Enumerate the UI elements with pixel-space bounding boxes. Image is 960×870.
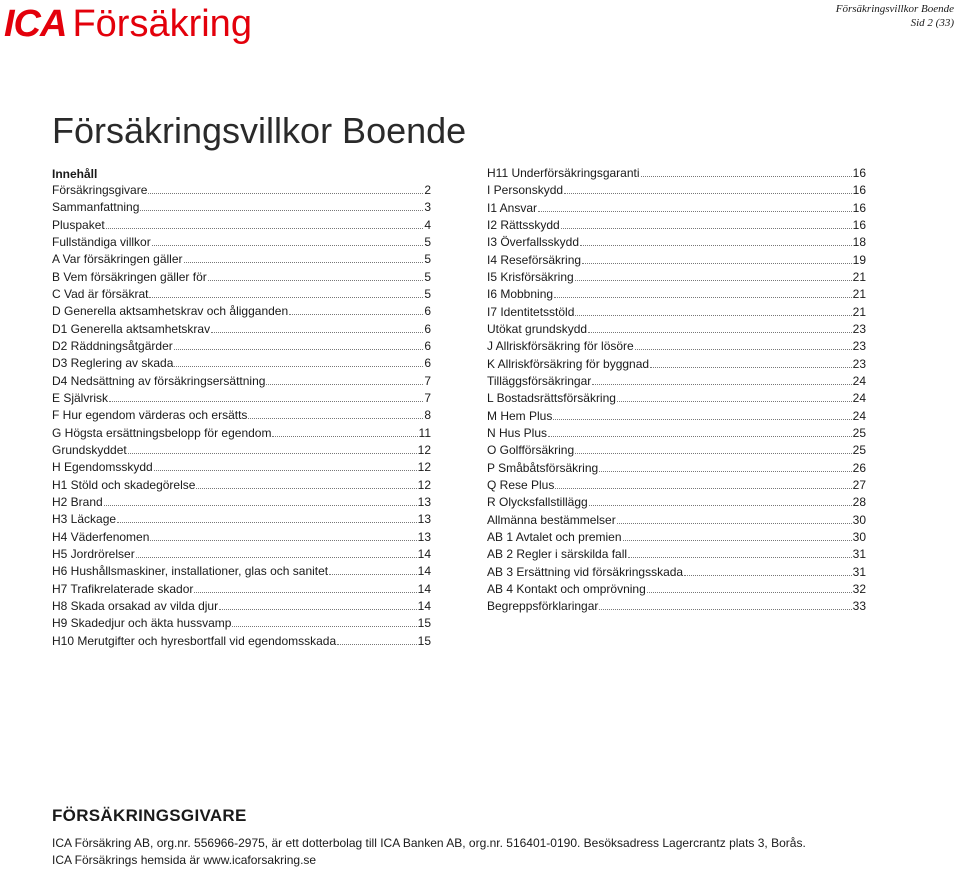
toc-entry[interactable] bbox=[52, 287, 431, 304]
toc-entry-label: Q Rese Plus bbox=[487, 477, 555, 492]
toc-entry[interactable] bbox=[487, 357, 866, 374]
toc-entry-label: AB 4 Kontakt och omprövning bbox=[487, 581, 646, 596]
toc-entry[interactable] bbox=[52, 339, 431, 356]
toc-entry-page: 11 bbox=[418, 425, 431, 440]
toc-dot-leader bbox=[641, 173, 852, 177]
toc-entry-label: H2 Brand bbox=[52, 494, 103, 509]
toc-entry-page: 5 bbox=[424, 286, 431, 301]
toc-dot-leader bbox=[128, 450, 417, 454]
toc-entry[interactable] bbox=[52, 512, 431, 529]
toc-entry-page: 26 bbox=[852, 460, 866, 475]
toc-entry-page: 23 bbox=[852, 356, 866, 371]
toc-dot-leader bbox=[248, 415, 423, 419]
insurer-heading: FÖRSÄKRINGSGIVARE bbox=[52, 806, 247, 825]
toc-dot-leader bbox=[617, 398, 852, 402]
toc-entry-label: I Personskydd bbox=[487, 183, 564, 198]
toc-entry-label: AB 3 Ersättning vid försäkringsskada bbox=[487, 564, 684, 579]
toc-entry-page: 16 bbox=[852, 183, 866, 198]
toc-entry-label: C Vad är försäkrat bbox=[52, 286, 149, 301]
toc-entry-label: F Hur egendom värderas och ersätts bbox=[52, 408, 248, 423]
document-name: Försäkringsvillkor Boende bbox=[835, 3, 954, 15]
toc-entry[interactable] bbox=[52, 460, 431, 477]
toc-dot-leader bbox=[588, 329, 852, 333]
toc-dot-leader bbox=[148, 190, 423, 194]
toc-dot-leader bbox=[684, 572, 852, 576]
toc-dot-leader bbox=[337, 641, 416, 645]
toc-entry-page: 30 bbox=[852, 529, 866, 544]
toc-entry[interactable] bbox=[52, 547, 431, 564]
toc-entry-label: AB 1 Avtalet och premien bbox=[487, 529, 622, 544]
toc-entry-label: H5 Jordrörelser bbox=[52, 546, 135, 561]
toc-dot-leader bbox=[555, 485, 851, 489]
toc-entry[interactable] bbox=[487, 565, 866, 582]
toc-entry-page: 24 bbox=[852, 391, 866, 406]
toc-dot-leader bbox=[140, 207, 423, 211]
toc-dot-leader bbox=[136, 554, 417, 558]
toc-dot-leader bbox=[647, 589, 852, 593]
toc-entry[interactable] bbox=[52, 391, 431, 408]
toc-entry[interactable] bbox=[487, 287, 866, 304]
logo-brand: ICA bbox=[4, 3, 67, 45]
toc-dot-leader bbox=[196, 485, 416, 489]
toc-dot-leader bbox=[564, 190, 852, 194]
toc-entry[interactable] bbox=[487, 201, 866, 218]
toc-entry[interactable] bbox=[487, 322, 866, 339]
toc-entry[interactable] bbox=[487, 166, 866, 183]
toc-entry-page: 2 bbox=[424, 183, 431, 197]
toc-entry-page: 8 bbox=[424, 408, 431, 423]
toc-entry-page: 14 bbox=[417, 581, 431, 596]
toc-entry[interactable] bbox=[487, 599, 866, 616]
toc-entry-page: 15 bbox=[417, 616, 431, 631]
toc-entry-label: H8 Skada orsakad av vilda djur bbox=[52, 598, 219, 613]
toc-entry-page: 14 bbox=[417, 546, 431, 561]
toc-entry-page: 16 bbox=[852, 166, 866, 180]
toc-entry[interactable] bbox=[487, 547, 866, 564]
toc-entry-page: 7 bbox=[424, 390, 431, 405]
toc-entry-page: 24 bbox=[852, 408, 866, 423]
toc-entry-label: H10 Merutgifter och hyresbortfall vid egendomsskada bbox=[52, 633, 337, 648]
toc-entry[interactable] bbox=[52, 408, 431, 425]
toc-entry[interactable] bbox=[487, 513, 866, 530]
toc-dot-leader bbox=[592, 381, 851, 385]
toc-entry-page: 25 bbox=[852, 443, 866, 458]
toc-entry[interactable] bbox=[487, 218, 866, 235]
toc-entry-label: D2 Räddningsåtgärder bbox=[52, 338, 173, 353]
toc-entry-label: I4 Reseförsäkring bbox=[487, 252, 582, 267]
toc-entry[interactable] bbox=[487, 409, 866, 426]
toc-entry-label: H11 Underförsäkringsgaranti bbox=[487, 166, 640, 180]
toc-entry[interactable] bbox=[52, 322, 431, 339]
toc-entry[interactable] bbox=[52, 616, 431, 633]
toc-entry[interactable] bbox=[52, 200, 431, 217]
toc-entry-label: Tilläggsförsäkringar bbox=[487, 373, 592, 388]
toc-entry[interactable] bbox=[52, 599, 431, 616]
toc-entry[interactable] bbox=[487, 391, 866, 408]
toc-entry[interactable] bbox=[487, 183, 866, 200]
toc-entry-label: D1 Generella aktsamhetskrav bbox=[52, 321, 211, 336]
toc-dot-leader bbox=[232, 623, 416, 627]
toc-entry[interactable] bbox=[487, 582, 866, 599]
toc-entry-page: 5 bbox=[424, 252, 431, 267]
toc-entry[interactable] bbox=[487, 374, 866, 391]
toc-entry-label: H7 Trafikrelaterade skador bbox=[52, 581, 194, 596]
toc-entry[interactable] bbox=[487, 270, 866, 287]
toc-entry-page: 24 bbox=[852, 373, 866, 388]
toc-entry[interactable] bbox=[52, 478, 431, 495]
toc-dot-leader bbox=[272, 433, 417, 437]
toc-dot-leader bbox=[329, 571, 417, 575]
toc-entry[interactable] bbox=[52, 183, 431, 200]
toc-dot-leader bbox=[599, 606, 851, 610]
toc-entry-label: Pluspaket bbox=[52, 217, 105, 232]
toc-entry-label: G Högsta ersättningsbelopp för egendom bbox=[52, 425, 272, 440]
logo-name: Försäkring bbox=[72, 3, 252, 45]
toc-entry[interactable] bbox=[487, 478, 866, 495]
toc-entry[interactable] bbox=[487, 305, 866, 322]
toc-entry[interactable] bbox=[52, 443, 431, 460]
toc-dot-leader bbox=[580, 242, 852, 246]
toc-entry-page: 16 bbox=[852, 200, 866, 215]
insurer-info bbox=[52, 835, 806, 869]
toc-dot-leader bbox=[106, 225, 424, 229]
toc-entry-label: H Egendomsskydd bbox=[52, 460, 153, 475]
toc-entry[interactable] bbox=[52, 582, 431, 599]
toc-dot-leader bbox=[149, 294, 423, 298]
toc-entry-label: AB 2 Regler i särskilda fall bbox=[487, 547, 628, 562]
toc-dot-leader bbox=[174, 363, 423, 367]
toc-entry-page: 28 bbox=[852, 495, 866, 510]
toc-entry[interactable] bbox=[52, 564, 431, 581]
toc-entry-page: 3 bbox=[424, 200, 431, 215]
toc-entry-label: I2 Rättsskydd bbox=[487, 217, 560, 232]
toc-entry[interactable] bbox=[52, 235, 431, 252]
toc-entry-label: H6 Hushållsmaskiner, installationer, glas och sanitet bbox=[52, 564, 329, 579]
toc-entry-label: Försäkringsgivare bbox=[52, 183, 148, 197]
toc-entry-page: 33 bbox=[852, 599, 866, 614]
toc-dot-leader bbox=[575, 277, 852, 281]
toc-dot-leader bbox=[628, 554, 852, 558]
toc-entry-label: D3 Reglering av skada bbox=[52, 356, 174, 371]
ica-forsakring-logo bbox=[4, 4, 252, 44]
toc-entry[interactable] bbox=[52, 252, 431, 269]
toc-entry-page: 21 bbox=[852, 304, 866, 319]
toc-entry-label: O Golfförsäkring bbox=[487, 443, 575, 458]
toc-dot-leader bbox=[219, 606, 417, 610]
toc-entry-page: 12 bbox=[417, 442, 431, 457]
toc-entry[interactable] bbox=[52, 356, 431, 373]
toc-entry[interactable] bbox=[52, 530, 431, 547]
toc-entry[interactable] bbox=[487, 426, 866, 443]
toc-entry-label: K Allriskförsäkring för byggnad bbox=[487, 356, 650, 371]
toc-entry-page: 21 bbox=[852, 287, 866, 302]
toc-entry-page: 16 bbox=[852, 217, 866, 232]
toc-entry-page: 13 bbox=[417, 512, 431, 527]
toc-dot-leader bbox=[575, 312, 851, 316]
toc-dot-leader bbox=[635, 346, 852, 350]
toc-entry-label: Grundskyddet bbox=[52, 442, 127, 457]
toc-entry-label: I5 Krisförsäkring bbox=[487, 269, 574, 284]
insurer-line-1: ICA Försäkring AB, org.nr. 556966-2975, är ett dotterbolag till ICA Banken AB, org.nr. 516401-0190. Besöksadress Lagercrantz plats 3, Borås. bbox=[52, 836, 806, 850]
toc-entry-page: 12 bbox=[417, 477, 431, 492]
toc-dot-leader bbox=[554, 294, 852, 298]
toc-entry-label: I6 Mobbning bbox=[487, 287, 554, 302]
toc-entry-page: 27 bbox=[852, 477, 866, 492]
toc-entry-page: 14 bbox=[417, 598, 431, 613]
toc-entry-label: H3 Läckage bbox=[52, 512, 117, 527]
toc-entry-page: 25 bbox=[852, 425, 866, 440]
toc-entry-page: 12 bbox=[417, 460, 431, 475]
toc-entry-label: E Självrisk bbox=[52, 390, 109, 405]
toc-dot-leader bbox=[194, 589, 416, 593]
toc-heading: Innehåll bbox=[52, 167, 98, 181]
toc-dot-leader bbox=[174, 346, 424, 350]
toc-entry-label: L Bostadsrättsförsäkring bbox=[487, 391, 616, 406]
toc-entry-label: Begreppsförklaringar bbox=[487, 599, 599, 614]
toc-entry-label: Utökat grundskydd bbox=[487, 321, 588, 336]
toc-entry[interactable] bbox=[487, 530, 866, 547]
toc-entry[interactable] bbox=[487, 495, 866, 512]
toc-entry-page: 31 bbox=[852, 564, 866, 579]
toc-entry-label: J Allriskförsäkring för lösöre bbox=[487, 339, 634, 354]
toc-entry-page: 23 bbox=[852, 321, 866, 336]
toc-entry[interactable] bbox=[52, 374, 431, 391]
toc-entry-label: Fullständiga villkor bbox=[52, 234, 151, 249]
toc-entry-page: 23 bbox=[852, 339, 866, 354]
toc-entry-page: 30 bbox=[852, 512, 866, 527]
toc-entry-page: 18 bbox=[852, 235, 866, 250]
toc-entry-page: 21 bbox=[852, 269, 866, 284]
toc-dot-leader bbox=[150, 537, 416, 541]
toc-entry-label: Allmänna bestämmelser bbox=[487, 512, 616, 527]
toc-dot-leader bbox=[104, 502, 417, 506]
page-header-meta bbox=[836, 2, 954, 30]
toc-dot-leader bbox=[575, 450, 851, 454]
toc-entry-label: H9 Skadedjur och äkta hussvamp bbox=[52, 616, 232, 631]
toc-dot-leader bbox=[152, 242, 424, 246]
toc-entry-page: 32 bbox=[852, 581, 866, 596]
toc-entry-label: M Hem Plus bbox=[487, 408, 553, 423]
toc-dot-leader bbox=[117, 519, 417, 523]
toc-entry[interactable] bbox=[487, 443, 866, 460]
toc-entry-page: 19 bbox=[852, 252, 866, 267]
toc-entry[interactable] bbox=[487, 235, 866, 252]
document-title: Försäkringsvillkor Boende bbox=[52, 110, 467, 151]
toc-entry-label: D4 Nedsättning av försäkringsersättning bbox=[52, 373, 266, 388]
toc-entry-page: 13 bbox=[417, 529, 431, 544]
toc-dot-leader bbox=[538, 208, 852, 212]
toc-entry-page: 4 bbox=[424, 217, 431, 232]
toc-entry-label: I3 Överfallsskydd bbox=[487, 235, 580, 250]
toc-entry-page: 6 bbox=[424, 356, 431, 371]
toc-dot-leader bbox=[589, 502, 852, 506]
toc-dot-leader bbox=[208, 277, 424, 281]
toc-entry-label: N Hus Plus bbox=[487, 425, 548, 440]
toc-left-column bbox=[52, 183, 431, 651]
toc-entry-page: 31 bbox=[852, 547, 866, 562]
toc-entry-label: H1 Stöld och skadegörelse bbox=[52, 477, 196, 492]
toc-entry[interactable] bbox=[52, 426, 431, 443]
toc-entry[interactable] bbox=[52, 634, 431, 651]
toc-dot-leader bbox=[623, 537, 852, 541]
toc-entry[interactable] bbox=[487, 253, 866, 270]
toc-dot-leader bbox=[109, 398, 423, 402]
toc-entry-label: Sammanfattning bbox=[52, 200, 140, 215]
toc-entry-label: A Var försäkringen gäller bbox=[52, 252, 183, 267]
toc-entry-page: 5 bbox=[424, 234, 431, 249]
toc-entry[interactable] bbox=[52, 495, 431, 512]
toc-entry-page: 7 bbox=[424, 373, 431, 388]
page-number: Sid 2 (33) bbox=[910, 17, 954, 29]
toc-entry-label: I7 Identitetsstöld bbox=[487, 304, 575, 319]
toc-entry-page: 14 bbox=[417, 564, 431, 579]
toc-entry[interactable] bbox=[487, 461, 866, 478]
toc-entry[interactable] bbox=[52, 304, 431, 321]
toc-dot-leader bbox=[617, 520, 852, 524]
toc-right-column bbox=[487, 166, 866, 617]
toc-entry-label: H4 Väderfenomen bbox=[52, 529, 150, 544]
toc-dot-leader bbox=[582, 260, 852, 264]
toc-dot-leader bbox=[561, 225, 852, 229]
insurer-line-2: ICA Försäkrings hemsida är www.icaforsakring.se bbox=[52, 853, 317, 867]
toc-entry-label: I1 Ansvar bbox=[487, 200, 538, 215]
toc-dot-leader bbox=[154, 467, 417, 471]
toc-dot-leader bbox=[266, 381, 423, 385]
toc-dot-leader bbox=[650, 364, 852, 368]
toc-entry-label: B Vem försäkringen gäller för bbox=[52, 269, 207, 284]
toc-entry-page: 13 bbox=[417, 494, 431, 509]
toc-entry[interactable] bbox=[487, 339, 866, 356]
toc-dot-leader bbox=[289, 311, 423, 315]
toc-entry-page: 6 bbox=[424, 304, 431, 319]
toc-entry-page: 6 bbox=[424, 338, 431, 353]
toc-dot-leader bbox=[548, 433, 852, 437]
toc-entry-label: D Generella aktsamhetskrav och åligganden bbox=[52, 304, 289, 319]
toc-entry-page: 15 bbox=[417, 633, 431, 648]
toc-dot-leader bbox=[211, 329, 423, 333]
toc-entry-label: R Olycksfallstillägg bbox=[487, 495, 588, 510]
toc-dot-leader bbox=[184, 259, 424, 263]
toc-dot-leader bbox=[599, 468, 851, 472]
toc-entry-label: P Småbåtsförsäkring bbox=[487, 460, 599, 475]
toc-entry-page: 5 bbox=[424, 269, 431, 284]
toc-dot-leader bbox=[553, 416, 851, 420]
toc-entry[interactable] bbox=[52, 270, 431, 287]
toc-entry[interactable] bbox=[52, 218, 431, 235]
toc-entry-page: 6 bbox=[424, 321, 431, 336]
